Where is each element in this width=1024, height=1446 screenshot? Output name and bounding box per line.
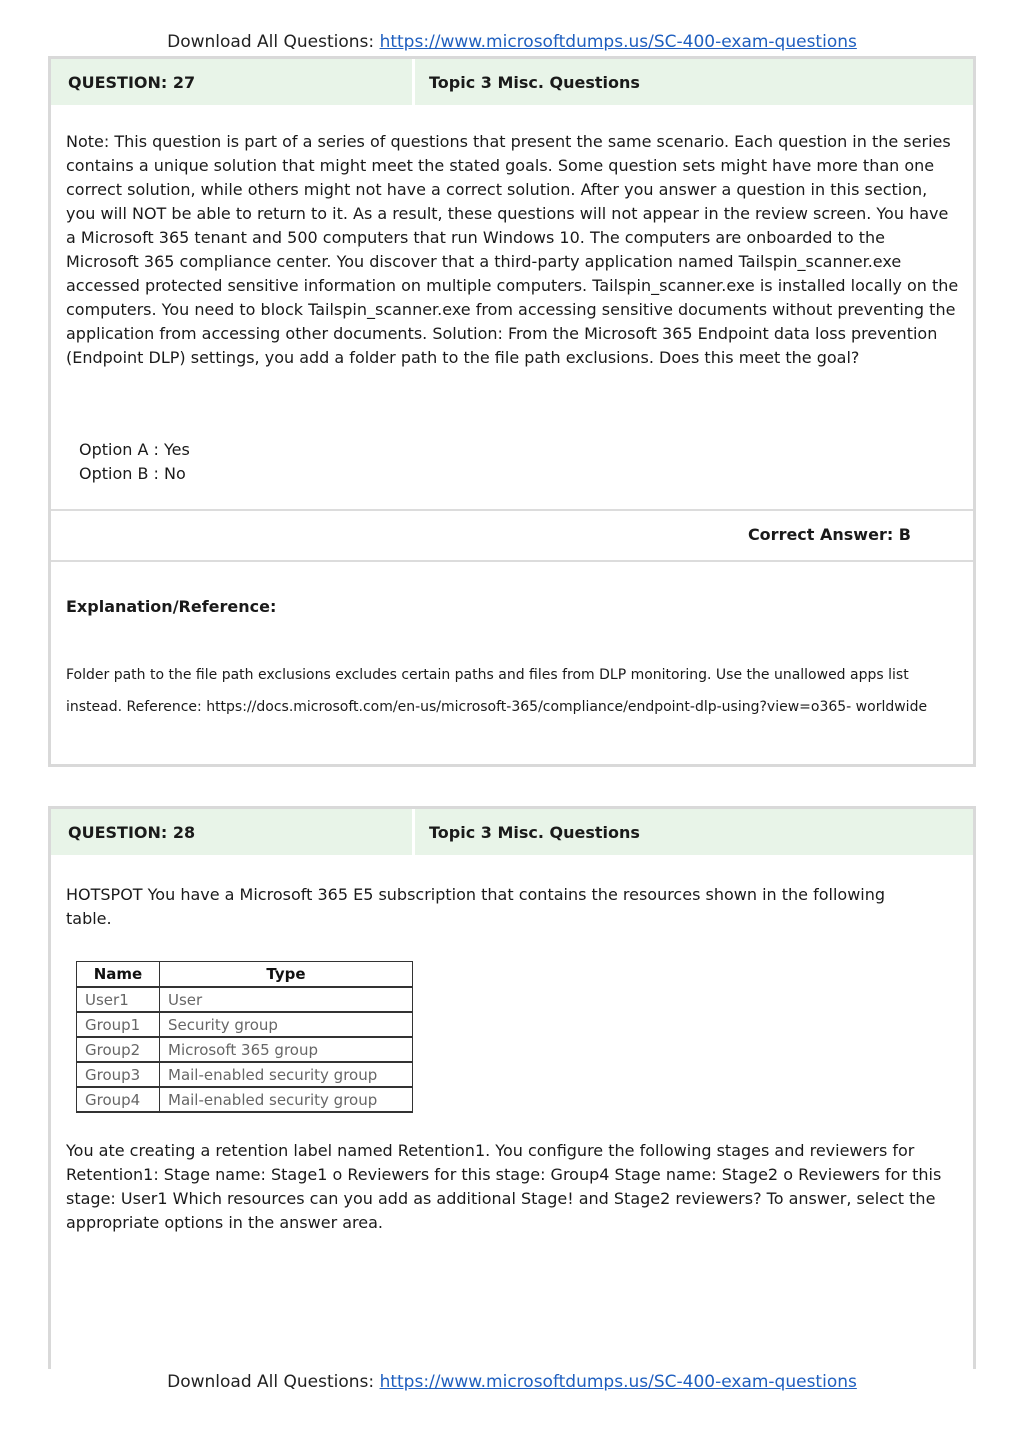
table-row bbox=[77, 987, 413, 1012]
divider bbox=[51, 560, 973, 562]
table-cell: Mail-enabled security group bbox=[160, 1062, 413, 1087]
table-header-type: Type bbox=[160, 962, 413, 988]
question-text-continued: You ate creating a retention label named Retention1. You configure the following stages and reviewers for Retention1: Stage name: Stage1 o Reviewers for this stage: Group4 Stage name: Stage2 o Reviewers for this stage: User1 Which resources can you add as additional Stage! and Stage2 reviewers? To answer, select the appropriate options in the answer area. bbox=[66, 1141, 942, 1232]
question-27-card bbox=[48, 56, 976, 767]
download-link[interactable]: https://www.microsoftdumps.us/SC-400-exam-questions bbox=[379, 32, 857, 52]
resources-table bbox=[76, 961, 413, 1113]
table-cell: Microsoft 365 group bbox=[160, 1037, 413, 1062]
option-a: Option A : Yes bbox=[79, 440, 190, 459]
download-label: Download All Questions: bbox=[167, 32, 375, 52]
table-row bbox=[77, 1062, 413, 1087]
question-text: HOTSPOT You have a Microsoft 365 E5 subscription that contains the resources shown in the following table. bbox=[66, 885, 886, 928]
explanation-text: Folder path to the file path exclusions excludes certain paths and files from DLP monitoring. Use the unallowed apps list instead. Reference: https://docs.microsoft.com/en-us/microsoft-365/compliance/endpoint-dlp-using?view=o365- worldwide bbox=[66, 667, 928, 715]
question-28-card bbox=[48, 806, 976, 1369]
table-header-name: Name bbox=[77, 962, 160, 988]
question-number: QUESTION: 28 bbox=[51, 809, 415, 855]
correct-answer: Correct Answer: B bbox=[747, 525, 911, 544]
question-header bbox=[51, 59, 973, 105]
table-cell: Group4 bbox=[77, 1087, 160, 1112]
question-text: Note: This question is part of a series of questions that present the same scenario. Each question in the series contains a unique solution that might meet the stated goals. Some question sets might have more than one correct solution, while others might not have a correct solution. After you answer a question in this section, you will NOT be able to return to it. As a result, these questions will not appear in the review screen. You have a Microsoft 365 tenant and 500 computers that run Windows 10. The computers are onboarded to the Microsoft 365 compliance center. You discover that a third-party application named Tailspin_scanner.exe accessed protected sensitive information on multiple computers. Tailspin_scanner.exe is installed locally on the computers. You need to block Tailspin_scanner.exe from accessing sensitive documents without preventing the application from accessing other documents. Solution: From the Microsoft 365 Endpoint data loss prevention (Endpoint DLP) settings, you add a folder path to the file path exclusions. Does this meet the goal? bbox=[66, 132, 959, 367]
question-number: QUESTION: 27 bbox=[51, 59, 415, 105]
download-banner-top bbox=[0, 31, 1024, 53]
table-cell: User1 bbox=[77, 987, 160, 1012]
table-header-row bbox=[77, 962, 413, 988]
table-cell: Mail-enabled security group bbox=[160, 1087, 413, 1112]
download-banner-bottom bbox=[0, 1371, 1024, 1393]
table-cell: User bbox=[160, 987, 413, 1012]
question-topic: Topic 3 Misc. Questions bbox=[429, 822, 640, 842]
table-cell: Group1 bbox=[77, 1012, 160, 1037]
download-label: Download All Questions: bbox=[167, 1372, 375, 1392]
table-row bbox=[77, 1012, 413, 1037]
divider bbox=[51, 509, 973, 511]
options-list bbox=[79, 438, 190, 486]
question-header bbox=[51, 809, 973, 855]
table-cell: Group2 bbox=[77, 1037, 160, 1062]
question-topic: Topic 3 Misc. Questions bbox=[429, 72, 640, 92]
download-link[interactable]: https://www.microsoftdumps.us/SC-400-exam-questions bbox=[379, 1372, 857, 1392]
table-row bbox=[77, 1037, 413, 1062]
option-b: Option B : No bbox=[79, 464, 186, 483]
table-cell: Security group bbox=[160, 1012, 413, 1037]
table-cell: Group3 bbox=[77, 1062, 160, 1087]
explanation-heading: Explanation/Reference: bbox=[66, 597, 277, 616]
table-row bbox=[77, 1087, 413, 1112]
